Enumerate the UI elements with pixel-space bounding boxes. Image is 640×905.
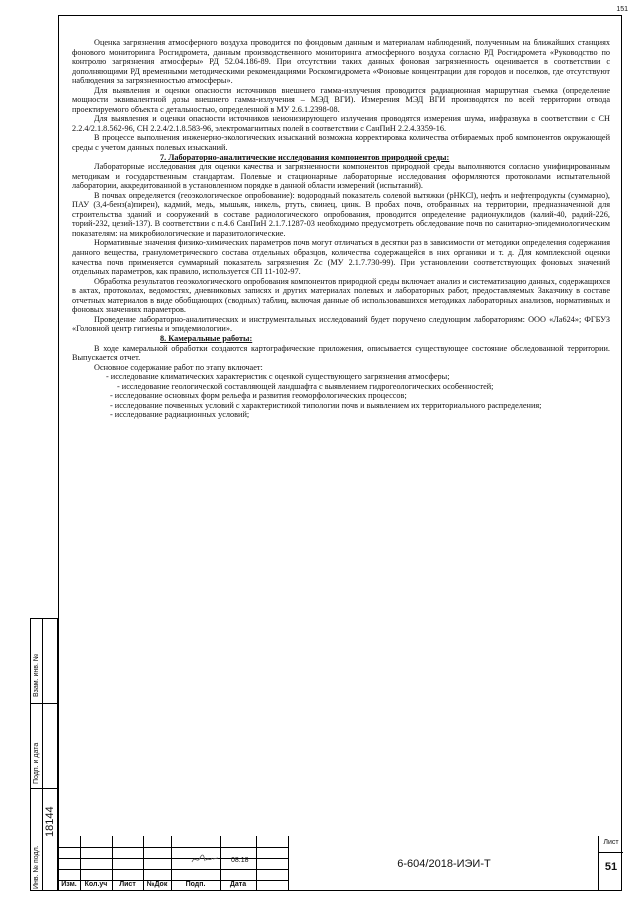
paragraph: В почвах определяется (геоэкологическое опробование): водородный показатель солевой вытяжки (рНKCl), нефть и нефтепродукты (суммарно), ПАУ (3,4-бенз(а)пирен), кадмий, медь, мышьяк, никель, ртуть, свинец, цинк. В пробах почв, отобранных на территории, предназначенной для строительства зданий и сооружений в составе радиологического опробования, проводится определение радионуклидов (калий-40, радий-226, торий-232, цезий-137). В соответствии с п.4.6 СанПиН 2.1.7.1287-03 необходимо предусмотреть обследование почв по санитарно-эпидемиологическим показателям: на микробиологические и паразитологические.	[72, 190, 610, 238]
paragraph: Лабораторные исследования для оценки качества и загрязненности компонентов природной среды выполняются согласно унифицированным методикам и государственным стандартам. Полевые и стационарные лабораторные исследования оформляются протоколами испытательной лаборатории, аккредитованной в установленном порядке в данной области измерений (испытаний).	[72, 162, 610, 191]
paragraph: - исследование климатических характеристик с оценкой существующего загрязнения атмосферы;	[106, 372, 450, 382]
paragraph: Для выявления и оценки опасности источников внешнего гамма-излучения проводится радиационная маршрутная съемка (определение мощности эквивалентной дозы внешнего гамма-излучения – МЭД ВГИ). Измерения МЭД ВГИ производятся по всей территории отвода проектируемого объекта с детальностью, определенной в МУ 2.6.1.2398-08.	[72, 85, 610, 114]
inventory-number: 18144	[44, 806, 56, 837]
paragraph: Для выявления и оценки опасности источников неионизирующего излучения проводятся измерения шума, инфразвука в соответствии с СН 2.2.4/2.1.8.562-96, СН 2.2.4/2.1.8.583-96, электромагнитных полей в соответствии с СанПиН 2.2.4.3359-16.	[72, 114, 610, 133]
paragraph: Обработка результатов геоэкологического опробования компонентов природной среды включает анализ и систематизацию данных, содержащихся в актах, протоколах, ведомостях, дневниковых записях и других материалах полевых и лабораторных работ, предоставляемых Заказчику в составе отчетных материалов в виде обобщающих (сводных) таблиц, включая данные об использовавшихся методиках лабораторных анализов, нормативных и фоновых значениях параметров.	[72, 276, 610, 315]
title-block	[58, 836, 622, 891]
side-label-inv-podl: Инв. № подл.	[33, 845, 40, 889]
paragraph: Оценка загрязнения атмосферного воздуха проводится по фондовым данным и материалам наблюдений, полученным на ближайших станциях фонового мониторинга Росгидромета, данным производственного мониторинга атмосферного воздуха согласно РД Росгидромета «Руководство по контролю загрязнения атмосферы» РД 52.04.186-89. При отсутствии таких данных фоновая загрязненность оценивается в соответствии с дополняющими РД временными методическими рекомендациями Роскомгидромета «Фоновые концентрации для городов и поселков, где отсутствуют наблюдения за загрязненностью атмосферы».	[72, 38, 610, 86]
sheet-label: Лист	[603, 839, 619, 846]
paragraph: - исследование геологической составляющей ландшафта с выявлением гидрогеологических особенностей;	[117, 381, 494, 391]
side-label-podp-data: Подп. и дата	[33, 742, 40, 784]
paragraph: - исследование основных форм рельефа и развития геоморфологических процессов;	[110, 391, 407, 401]
side-stamp-podp	[30, 703, 58, 788]
revision-grid	[58, 836, 288, 891]
side-stamp-inv	[30, 788, 58, 891]
col-izm: Изм.	[61, 881, 77, 888]
col-kol-uch: Кол.уч	[84, 881, 108, 888]
side-stamp-vzam	[30, 618, 58, 703]
document-body	[72, 38, 610, 420]
paragraph: Нормативные значения физико-химических параметров почв могут отличаться в десятки раз в зависимости от методики определения содержания данного вещества, гранулометрического состава отдельных образцов, количества содержащейся в них органики и т. д. Для комплексной оценки качества почв применяется суммарный показатель загрязнения Zc (МУ 2.1.7.730-99). При установлении соответствующих фоновых значений отдельных параметров, как правило, используется СП 11-102-97.	[72, 238, 610, 277]
signature-date: 08.18	[231, 857, 249, 864]
section-heading: 7. Лабораторно-аналитические исследования компонентов природной среды:	[160, 152, 450, 162]
section-heading: 8. Камеральные работы:	[160, 333, 253, 343]
col-ndok: №Док	[146, 881, 168, 888]
col-data: Дата	[229, 881, 247, 888]
signature-icon	[190, 852, 220, 866]
document-number: 6-604/2018-ИЭИ-Т	[288, 836, 599, 891]
sheet-cell	[598, 836, 623, 891]
paragraph: Проведение лабораторно-аналитических и инструментальных исследований будет поручено следующим лабораториям: ООО «Ла624»; ФГБУЗ «Головной центр гигиены и эпидемиологии».	[72, 314, 610, 334]
paragraph: Основное содержание работ по этапу включает:	[94, 362, 263, 372]
sheet-number: 51	[604, 861, 618, 873]
paragraph: - исследование радиационных условий;	[110, 410, 250, 420]
paragraph: В ходе камеральной обработки создаются картографические приложения, описывается существующее состояние обследованной территории. Выпускается отчет.	[72, 343, 610, 363]
col-list: Лист	[119, 881, 136, 888]
paragraph: - исследование почвенных условий с характеристикой типологии почв и выявлением их территориального распределения;	[110, 400, 542, 410]
page-number: 151	[616, 6, 628, 13]
side-label-vzam: Взам. инв. №	[33, 653, 40, 697]
col-podp: Подп.	[185, 881, 206, 888]
paragraph: В процессе выполнения инженерно-экологических изысканий возможна корректировка количества отбираемых проб компонентов окружающей среды с учетом данных полевых изысканий.	[72, 133, 610, 153]
